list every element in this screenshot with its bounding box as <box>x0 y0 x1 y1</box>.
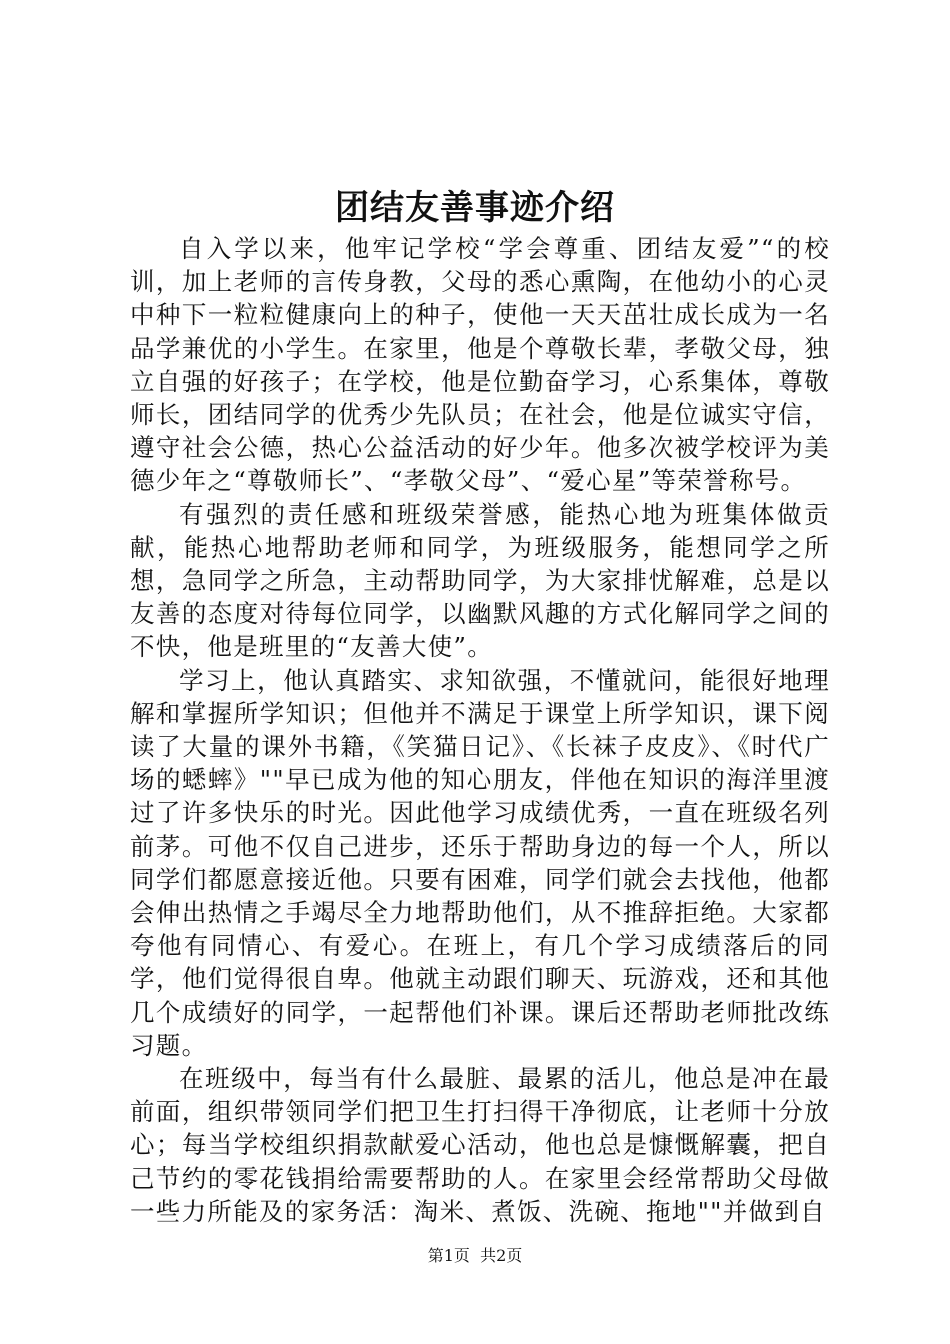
paragraph-1: 自入学以来，他牢记学校“学会尊重、团结友爱”“的校训，加上老师的言传身教，父母的悉心熏陶，在他幼小的心灵中种下一粒粒健康向上的种子，使他一天天茁壮成长成为一名品学兼优的小学生。在家里，他是个尊敬长辈，孝敬父母，独立自强的好孩子；在学校，他是位勤奋学习，心系集体，尊敬师长，团结同学的优秀少先队员；在社会，他是位诚实守信，遵守社会公德，热心公益活动的好少年。他多次被学校评为美德少年之“尊敬师长”、“孝敬父母”、“爱心星”等荣誉称号。 <box>130 234 830 496</box>
page-footer <box>0 1244 950 1268</box>
page-total: 共2页 <box>480 1246 523 1265</box>
paragraph-4: 在班级中，每当有什么最脏、最累的活儿，他总是冲在最前面，组织带领同学们把卫生打扫得干净彻底，让老师十分放心；每当学校组织捐款献爱心活动，他也总是慷慨解囊，把自己节约的零花钱捐给需要帮助的人。在家里会经常帮助父母做一些力所能及的家务活：淘米、煮饭、洗碗、拖地""并做到自 <box>130 1064 830 1226</box>
footer-separator <box>470 1246 480 1265</box>
paragraph-2: 有强烈的责任感和班级荣誉感，能热心地为班集体做贡献，能热心地帮助老师和同学，为班级服务，能想同学之所想，急同学之所急，主动帮助同学，为大家排忧解难，总是以友善的态度对待每位同学，以幽默风趣的方式化解同学之间的不快，他是班里的“友善大使”。 <box>130 499 830 662</box>
document-body <box>130 232 830 1228</box>
document-title: 团结友善事迹介绍 <box>335 188 615 228</box>
paragraph-3: 学习上，他认真踏实、求知欲强，不懂就问，能很好地理解和掌握所学知识；但他并不满足于课堂上所学知识，课下阅读了大量的课外书籍，《笑猫日记》、《长袜子皮皮》、《时代广场的蟋蟀》""早已成为他的知心朋友，伴他在知识的海洋里渡过了许多快乐的时光。因此他学习成绩优秀，一直在班级名列前茅。可他不仅自己进步，还乐于帮助身边的每一个人，所以同学们都愿意接近他。只要有困难，同学们就会去找他，他都会伸出热情之手竭尽全力地帮助他们，从不推辞拒绝。大家都夸他有同情心、有爱心。在班上，有几个学习成绩落后的同学，他们觉得很自卑。他就主动跟们聊天、玩游戏，还和其他几个成绩好的同学，一起帮他们补课。课后还帮助老师批改练习题。 <box>130 665 830 1060</box>
page-number: 第1页 <box>427 1246 470 1265</box>
